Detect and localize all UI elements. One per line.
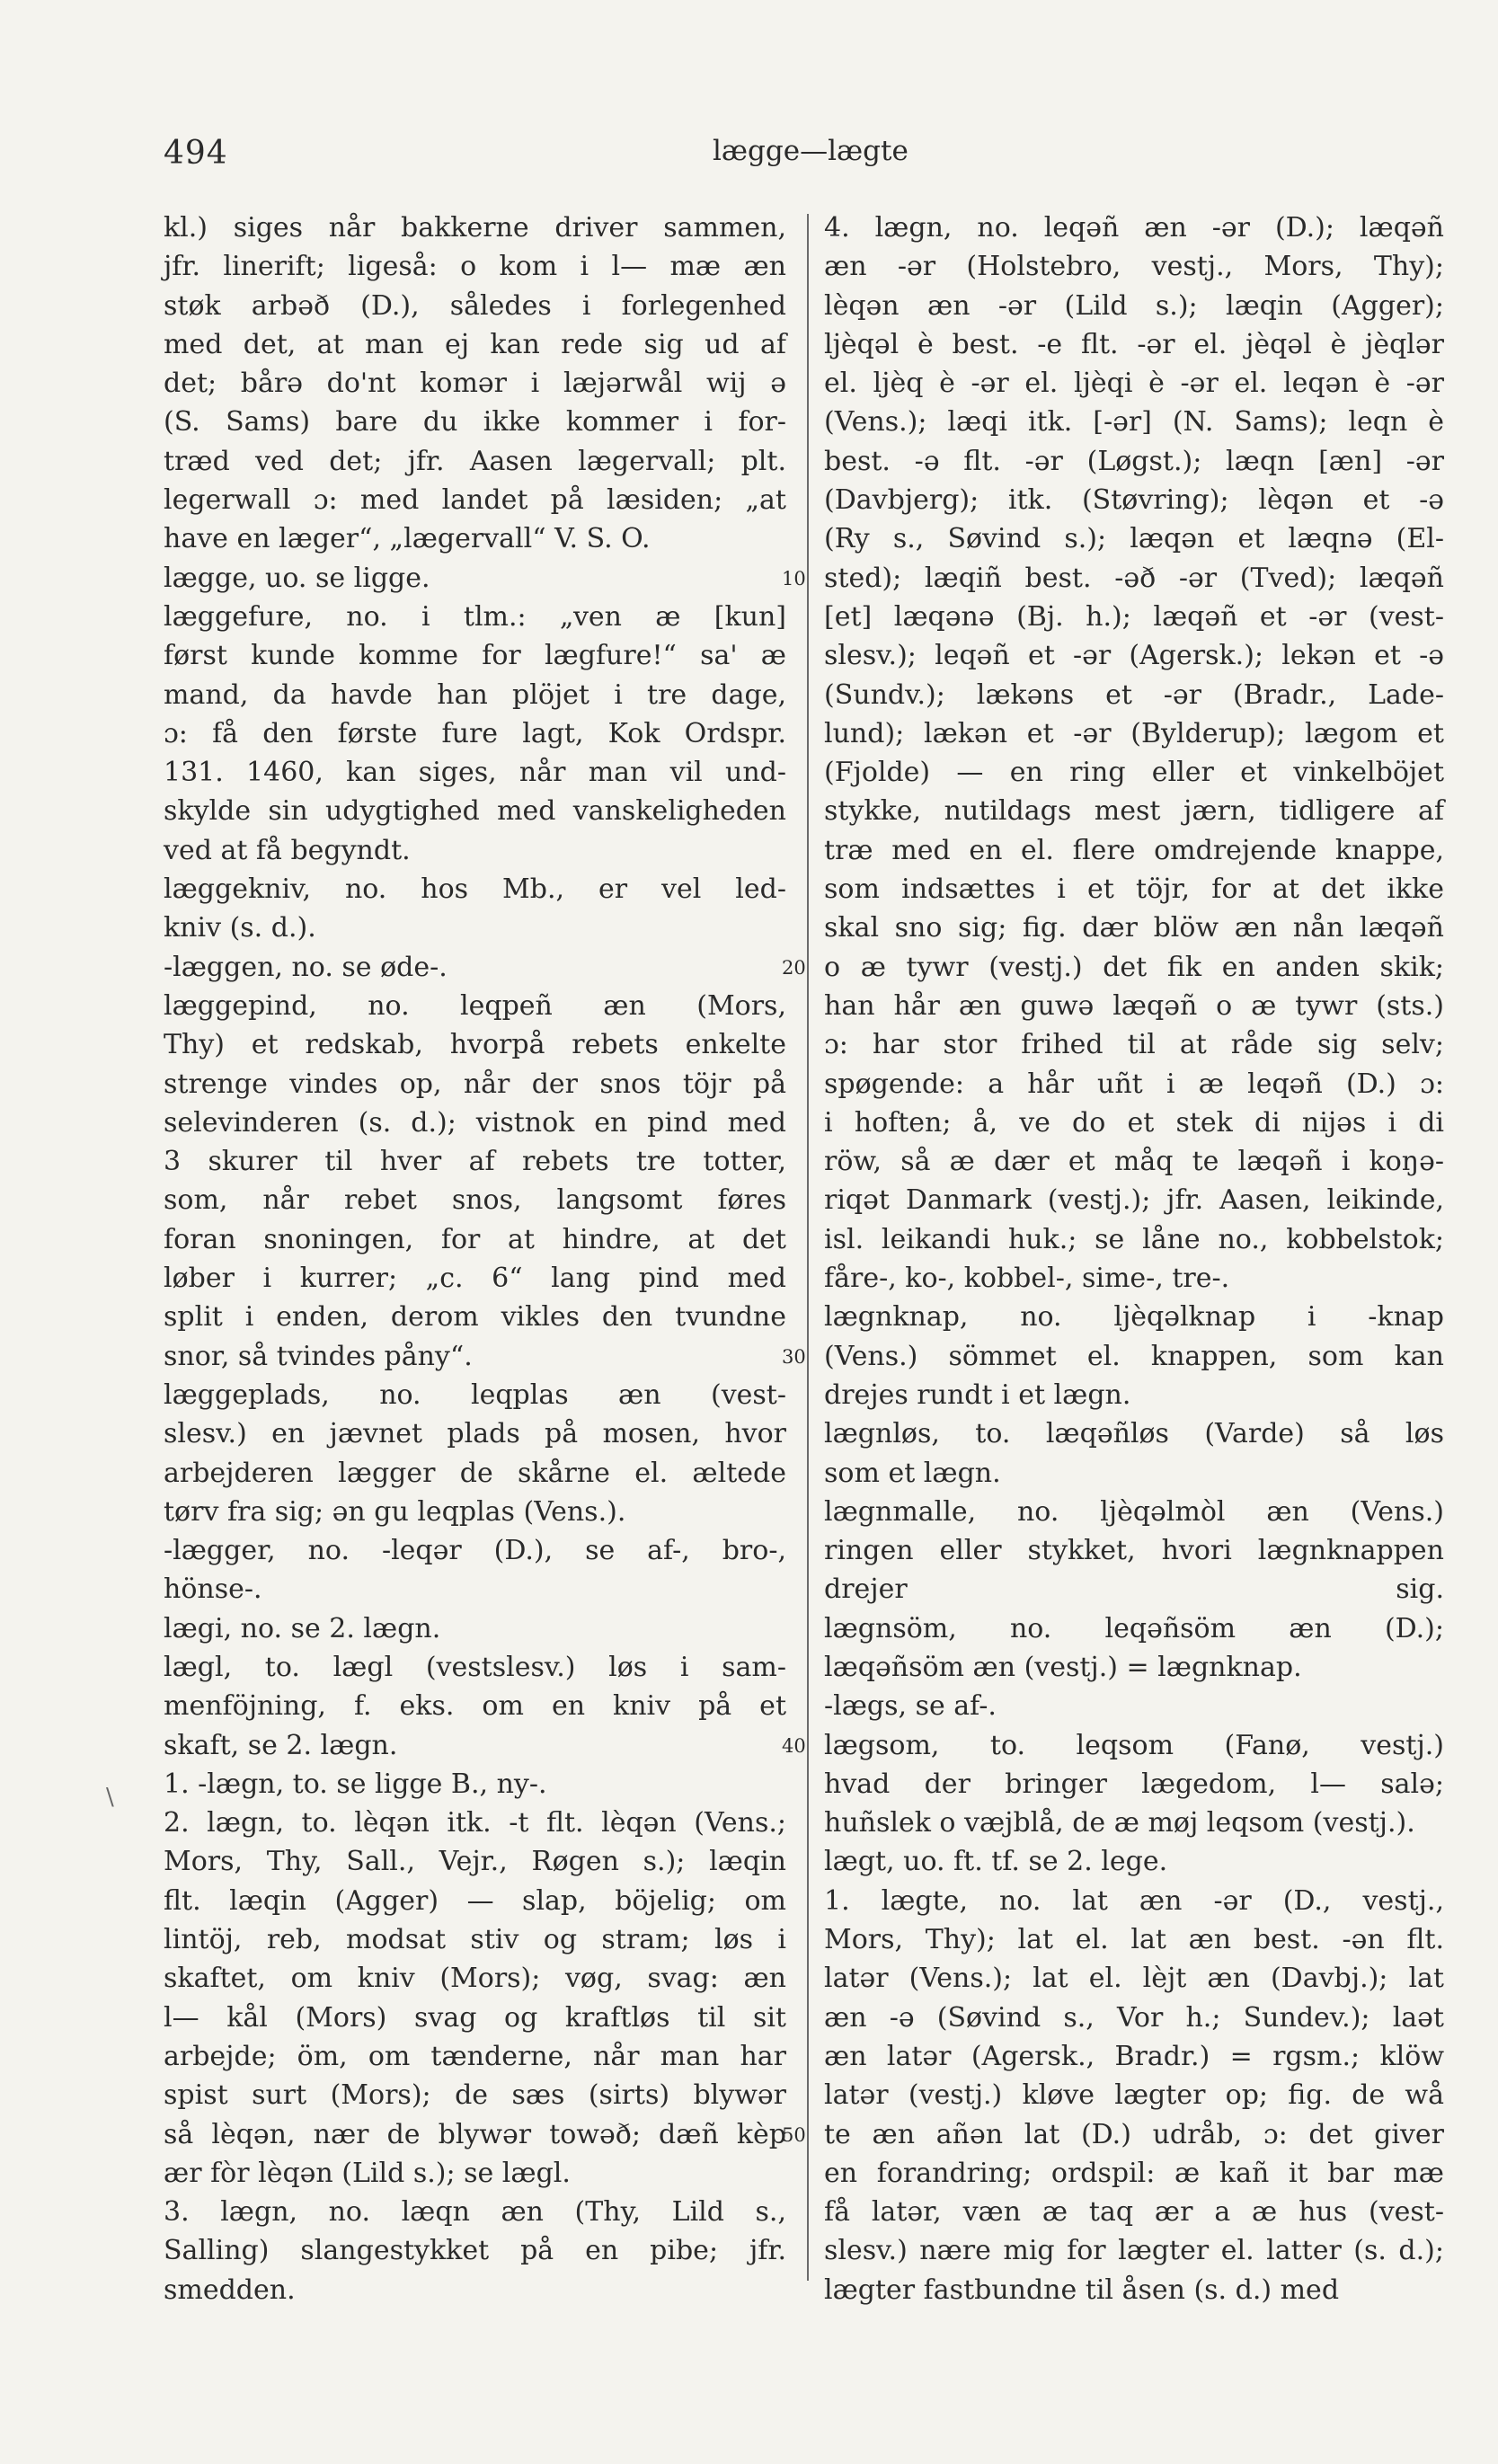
left-column-line: læggeplads, no. leqplas æn (vest-: [164, 1378, 786, 1411]
left-column-line: træd ved det; jfr. Aasen lægervall; plt.: [164, 445, 786, 477]
right-column-line: en forandring; ordspil: æ kañ it bar mæ: [824, 2157, 1444, 2189]
right-column-line: lund); lækən et -ər (Bylderup); lægom et: [824, 717, 1444, 749]
left-column-line: hönse-.: [164, 1573, 262, 1606]
right-column-line: 1. lægte, no. lat æn -ər (D., vestj.,: [824, 1884, 1444, 1917]
left-column-line: l— kål (Mors) svag og kraftløs til sit: [164, 2001, 786, 2034]
right-column-line: æn -ər (Holstebro, vestj., Mors, Thy);: [824, 251, 1444, 283]
right-column-line: træ med en el. flere omdrejende knappe,: [824, 834, 1444, 866]
left-column-line: 2. lægn, to. lèqən itk. -t flt. lèqən (Vens.;: [164, 1807, 786, 1839]
column-divider: [807, 214, 809, 2281]
right-column-line: læqəñsöm æn (vestj.) = lægnknap.: [824, 1651, 1302, 1683]
line-number: 20: [782, 956, 806, 979]
right-column-line: (Vens.) sömmet el. knappen, som kan: [824, 1340, 1444, 1372]
right-column-line: som indsættes i et töjr, for at det ikke: [824, 873, 1444, 906]
left-column-line: så lèqən, nær de blywər towəð; dæñ kèp: [164, 2118, 786, 2150]
left-column-line: lintöj, reb, modsat stiv og stram; løs i: [164, 1924, 786, 1956]
left-column-line: mand, da havde han plöjet i tre dage,: [164, 678, 786, 711]
left-column-line: lægge, uo. se ligge.: [164, 562, 430, 594]
right-column-line: 4. lægn, no. leqəñ æn -ər (D.); læqəñ: [824, 212, 1444, 244]
left-column-line: støk arbəð (D.), således i forlegenhed: [164, 289, 786, 322]
right-column-line: isl. leikandi huk.; se låne no., kobbelstok;: [824, 1223, 1444, 1255]
left-column-line: Thy) et redskab, hvorpå rebets enkelte: [164, 1029, 786, 1061]
right-column-line: æn latər (Agersk., Bradr.) = rgsm.; klöw: [824, 2040, 1444, 2072]
left-column-line: menföjning, f. eks. om en kniv på et: [164, 1690, 786, 1723]
line-number: 10: [782, 567, 806, 589]
right-column-line: drejer sig.: [824, 1573, 1444, 1606]
right-column-line: el. ljèq è -ər el. ljèqi è -ər el. leqən è -ər: [824, 368, 1444, 400]
left-column-line: 1. -lægn, to. se ligge B., ny-.: [164, 1768, 547, 1800]
left-column-line: arbejderen lægger de skårne el. æltede: [164, 1457, 786, 1489]
right-column-line: hvad der bringer lægedom, l— salə;: [824, 1768, 1444, 1800]
left-column-line: læggefure, no. i tlm.: „ven æ [kun]: [164, 600, 786, 633]
right-column-line: spøgende: a hår uñt i æ leqəñ (D.) ɔ:: [824, 1068, 1444, 1100]
right-column-line: -lægs, se af-.: [824, 1690, 997, 1723]
right-column-line: slesv.) nære mig for lægter el. latter (s. d.);: [824, 2235, 1444, 2267]
right-column-line: lægnløs, to. læqəñløs (Varde) så løs: [824, 1418, 1444, 1450]
right-column-line: (Fjolde) — en ring eller et vinkelböjet: [824, 757, 1444, 789]
left-column-line: læggepind, no. leqpeñ æn (Mors,: [164, 989, 786, 1022]
left-column-line: først kunde komme for lægfure!“ sa' æ: [164, 640, 786, 672]
right-column-line: æn -ə (Søvind s., Vor h.; Sundev.); laət: [824, 2001, 1444, 2034]
left-column-line: det; bårə do'nt komər i læjərwål wij ə: [164, 368, 786, 400]
left-column-line: snor, så tvindes påny“.: [164, 1340, 473, 1372]
left-column-line: skylde sin udygtighed med vanskeligheden: [164, 795, 786, 828]
right-column-line: huñslek o væjblå, de æ møj leqsom (vestj.).: [824, 1807, 1415, 1839]
left-column-line: tørv fra sig; ən gu leqplas (Vens.).: [164, 1495, 626, 1528]
right-column-line: latər (vestj.) kløve lægter op; fig. de wå: [824, 2079, 1444, 2112]
right-column-line: [et] læqənə (Bj. h.); læqəñ et -ər (vest-: [824, 600, 1444, 633]
right-column-line: lèqən æn -ər (Lild s.); læqin (Agger);: [824, 289, 1444, 322]
left-column-line: læggekniv, no. hos Mb., er vel led-: [164, 873, 786, 906]
right-column-line: te æn añən lat (D.) udråb, ɔ: det giver: [824, 2118, 1444, 2150]
left-column-line: kniv (s. d.).: [164, 912, 316, 944]
left-column-line: lægi, no. se 2. lægn.: [164, 1612, 441, 1644]
right-column-line: skal sno sig; fig. dær blöw æn nån læqəñ: [824, 912, 1444, 944]
left-column-line: 3. lægn, no. læqn æn (Thy, Lild s.,: [164, 2196, 786, 2229]
right-column-line: ɔ: har stor frihed til at råde sig selv;: [824, 1029, 1444, 1061]
left-column-line: med det, at man ej kan rede sig ud af: [164, 328, 786, 360]
right-column-line: lægter fastbundne til åsen (s. d.) med: [824, 2273, 1340, 2306]
left-column-line: løber i kurrer; „c. 6“ lang pind med: [164, 1263, 786, 1295]
page-number: 494: [164, 135, 228, 172]
right-column-line: lægnknap, no. ljèqəlknap i -knap: [824, 1301, 1444, 1334]
right-column-line: röw, så æ dær et måq te læqəñ i koŋə-: [824, 1146, 1444, 1178]
left-column-line: flt. læqin (Agger) — slap, böjelig; om: [164, 1884, 786, 1917]
left-column-line: kl.) siges når bakkerne driver sammen,: [164, 212, 786, 244]
left-column-line: strenge vindes op, når der snos töjr på: [164, 1068, 786, 1100]
left-column-line: have en læger“, „lægervall“ V. S. O.: [164, 523, 651, 555]
left-column-line: -lægger, no. -leqər (D.), se af-, bro-,: [164, 1535, 786, 1567]
line-number: 30: [782, 1345, 806, 1368]
line-number: 40: [782, 1734, 806, 1757]
left-column-line: arbejde; öm, om tænderne, når man har: [164, 2040, 786, 2072]
right-column-line: riqət Danmark (vestj.); jfr. Aasen, leikinde,: [824, 1184, 1444, 1217]
margin-mark: \: [106, 1784, 114, 1811]
left-column-line: (S. Sams) bare du ikke kommer i for-: [164, 406, 786, 439]
right-column-line: ringen eller stykket, hvori lægnknappen: [824, 1535, 1444, 1567]
left-column-line: lægl, to. lægl (vestslesv.) løs i sam-: [164, 1651, 786, 1683]
right-column-line: o æ tywr (vestj.) det fik en anden skik;: [824, 951, 1444, 983]
right-column-line: Mors, Thy); lat el. lat æn best. -ən flt.: [824, 1924, 1444, 1956]
left-column-line: ved at få begyndt.: [164, 834, 411, 866]
left-column-line: ɔ: få den første fure lagt, Kok Ordspr.: [164, 717, 786, 749]
right-column-line: lægnmalle, no. ljèqəlmòl æn (Vens.): [824, 1495, 1444, 1528]
left-column-line: Mors, Thy, Sall., Vejr., Røgen s.); læqin: [164, 1846, 786, 1878]
left-column-line: ær fòr lèqən (Lild s.); se lægl.: [164, 2157, 571, 2189]
left-column-line: split i enden, derom vikles den tvundne: [164, 1301, 786, 1334]
right-column-line: lægsom, to. leqsom (Fanø, vestj.): [824, 1729, 1444, 1761]
right-column-line: (Sundv.); lækəns et -ər (Bradr., Lade-: [824, 678, 1444, 711]
left-column-line: foran snoningen, for at hindre, at det: [164, 1223, 786, 1255]
right-column-line: (Vens.); læqi itk. [-ər] (N. Sams); leqn è: [824, 406, 1444, 439]
right-column-line: stykke, nutildags mest jærn, tidligere af: [824, 795, 1444, 828]
left-column-line: 131. 1460, kan siges, når man vil und-: [164, 757, 786, 789]
left-column-line: slesv.) en jævnet plads på mosen, hvor: [164, 1418, 786, 1450]
right-column-line: (Ry s., Søvind s.); læqən et læqnə (El-: [824, 523, 1444, 555]
left-column-line: Salling) slangestykket på en pibe; jfr.: [164, 2235, 786, 2267]
right-column-line: drejes rundt i et lægn.: [824, 1378, 1131, 1411]
right-column-line: fåre-, ko-, kobbel-, sime-, tre-.: [824, 1263, 1230, 1295]
right-column: [824, 208, 1444, 2309]
left-column-line: smedden.: [164, 2273, 296, 2306]
right-column-line: sted); læqiñ best. -əð -ər (Tved); læqəñ: [824, 562, 1444, 594]
right-column-line: lægnsöm, no. leqəñsöm æn (D.);: [824, 1612, 1444, 1644]
right-column-line: lægt, uo. ft. tf. se 2. lege.: [824, 1846, 1168, 1878]
right-column-line: i hoften; å, ve do et stek di nijəs i di: [824, 1106, 1444, 1139]
right-column-line: som et lægn.: [824, 1457, 1001, 1489]
right-column-line: han hår æn guwə læqəñ o æ tywr (sts.): [824, 989, 1444, 1022]
left-column-line: selevinderen (s. d.); vistnok en pind med: [164, 1106, 786, 1139]
right-column-line: slesv.); leqəñ et -ər (Agersk.); lekən et -ə: [824, 640, 1444, 672]
right-column-line: ljèqəl è best. -e flt. -ər el. jèqəl è jèqlər: [824, 328, 1444, 360]
left-column-line: skaftet, om kniv (Mors); vøg, svag: æn: [164, 1963, 786, 1995]
line-number: 50: [782, 2123, 806, 2146]
left-column-line: som, når rebet snos, langsomt føres: [164, 1184, 786, 1217]
left-column: [164, 208, 786, 2309]
left-column-line: legerwall ɔ: med landet på læsiden; „at: [164, 484, 786, 517]
running-head: lægge—lægte: [713, 135, 909, 167]
left-column-line: 3 skurer til hver af rebets tre totter,: [164, 1146, 786, 1178]
right-column-line: best. -ə flt. -ər (Løgst.); læqn [æn] -ər: [824, 445, 1444, 477]
right-column-line: latər (Vens.); lat el. lèjt æn (Davbj.); lat: [824, 1963, 1444, 1995]
left-column-line: -læggen, no. se øde-.: [164, 951, 448, 983]
right-column-line: få latər, væn æ taq ær a æ hus (vest-: [824, 2196, 1444, 2229]
page-header: [0, 135, 1498, 180]
right-column-line: (Davbjerg); itk. (Støvring); lèqən et -ə: [824, 484, 1444, 517]
left-column-line: spist surt (Mors); de sæs (sirts) blywər: [164, 2079, 786, 2112]
left-column-line: skaft, se 2. lægn.: [164, 1729, 398, 1761]
left-column-line: jfr. linerift; ligeså: o kom i l— mæ æn: [164, 251, 786, 283]
